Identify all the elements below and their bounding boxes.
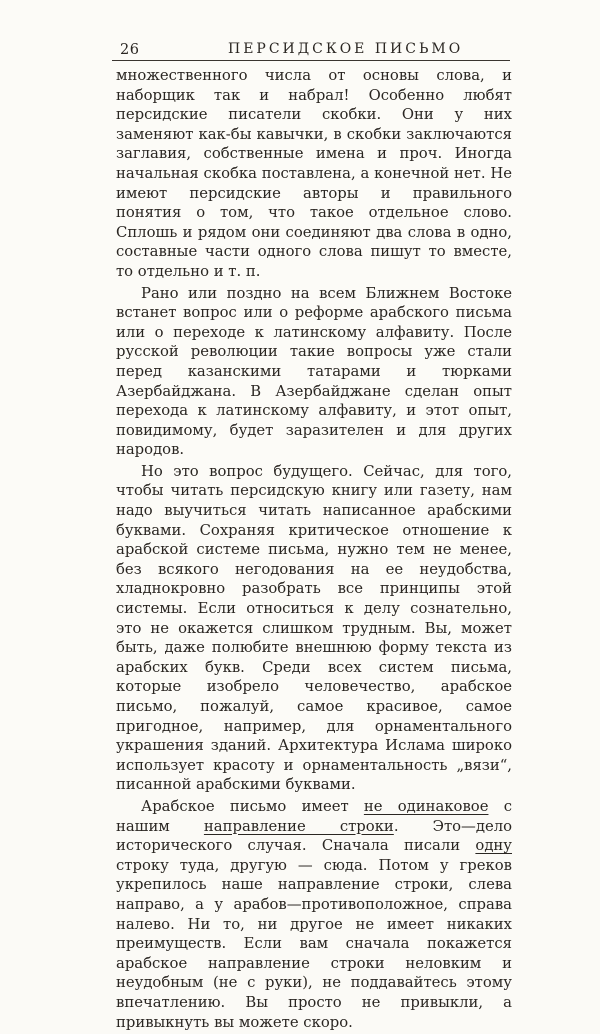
page-number: 26 <box>120 42 140 58</box>
body-text <box>116 66 512 1034</box>
paragraph-4-text: с нашим <box>116 797 512 835</box>
underlined-phrase-napravlenie-stroki: направление строки <box>203 817 394 835</box>
paragraph-4-text: строку туда, другую — сюда. Потом у греков укрепилось наше направление строки, слева направо, а у арабов—противоположное, справа налево. Ни то, ни другое не имеет никаких преимуществ. Если вам сначала покажется арабское направление строки неловким и неудобным (не с руки), не поддавайтесь этому впечатлению. Вы просто не привыкли, а привыкнуть вы можете скоро. <box>116 856 512 1031</box>
paragraph-4 <box>116 797 512 1032</box>
underlined-phrase-ne-odinakovoe: не одинаковое <box>363 797 489 815</box>
header-rule <box>112 60 510 61</box>
paragraph-4-text: . Это—дело исторического случая. Сначала писали <box>116 817 513 855</box>
running-title: ПЕРСИДСКОЕ ПИСЬМО <box>228 41 464 57</box>
paragraph-1: множественного числа от основы слова, и наборщик так и набрал! Особенно любят персидские писатели скобки. Они у них заменяют как-бы кавычки, в скобки заключаются заглавия, собственные имена и проч. Иногда начальная скобка поставлена, а конечной нет. Не имеют персидские авторы и правильного понятия о том, что такое отдельное слово. Сплошь и рядом они соединяют два слова в одно, составные части одного слова пишут то вместе, то отдельно и т. п. <box>116 67 512 280</box>
paragraph-4-text: Арабское письмо имеет <box>141 797 364 815</box>
page-header <box>112 36 510 58</box>
paragraph-2: Рано или поздно на всем Ближнем Востоке встанет вопрос или о реформе арабского письма или о переходе к латинскому алфавиту. После русской революции такие вопросы уже стали перед казанскими татарами и тюрками Азербайджана. В Азербайджане сделан опыт перехода к латинскому алфавиту, и этот опыт, повидимому, будет заразителен и для других народов. <box>116 284 512 459</box>
paragraph-3: Но это вопрос будущего. Сейчас, для того, чтобы читать персидскую книгу или газету, нам надо выучиться читать написанное арабскими буквами. Сохраняя критическое отношение к арабской системе письма, нужно тем не менее, без всякого негодования на ее неудобства, хладнокровно разобрать все принципы этой системы. Если относиться к делу сознательно, это не окажется слишком трудным. Вы, может быть, даже полюбите внешнюю форму текста из арабских букв. Среди всех систем письма, которые изобрело человечество, арабское письмо, пожалуй, самое красивое, самое пригодное, например, для орнаментального украшения зданий. Архитектура Ислама широко использует красоту и орнаментальность „вязи“, писанной арабскими буквами. <box>116 462 512 794</box>
underlined-word-odnu: одну <box>475 837 512 855</box>
